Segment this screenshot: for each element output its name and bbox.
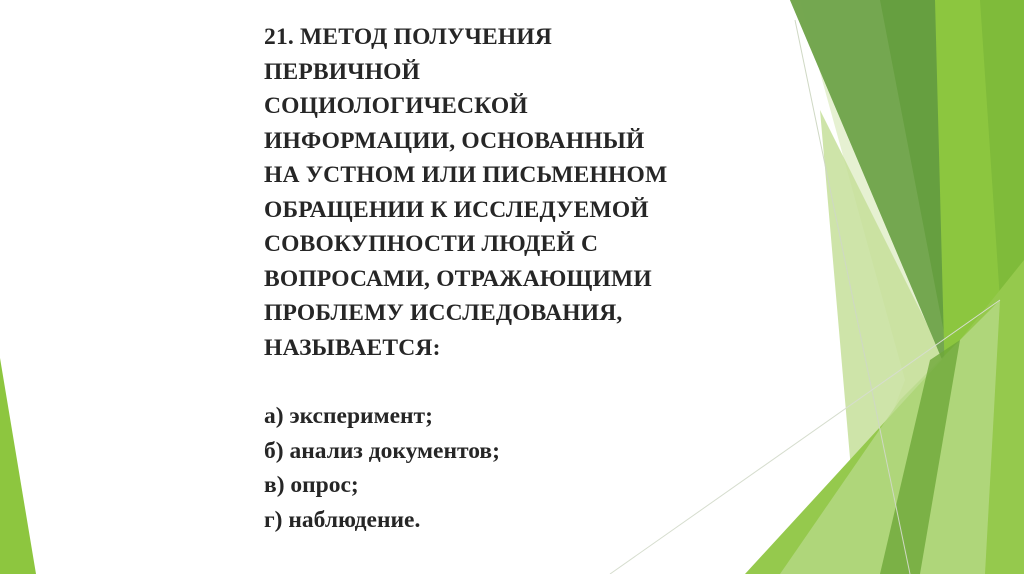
- answer-options: [264, 399, 784, 537]
- question-line: 21. МЕТОД ПОЛУЧЕНИЯ: [264, 24, 553, 50]
- question-line: ВОПРОСАМИ, ОТРАЖАЮЩИМИ: [264, 265, 652, 292]
- slide-content: [264, 20, 784, 537]
- answer-option-a: а) эксперимент;: [264, 403, 433, 429]
- question-line: НА УСТНОМ ИЛИ ПИСЬМЕННОМ: [264, 162, 668, 188]
- question-line: ОБРАЩЕНИИ К ИССЛЕДУЕМОЙ: [264, 196, 649, 223]
- question-line: НАЗЫВАЕТСЯ:: [264, 334, 441, 361]
- question-text: [264, 20, 784, 365]
- question-line: СОЦИОЛОГИЧЕСКОЙ: [264, 93, 528, 119]
- left-green-sliver: [0, 358, 36, 574]
- question-line: СОВОКУПНОСТИ ЛЮДЕЙ С: [264, 231, 599, 257]
- answer-option-b: б) анализ документов;: [264, 437, 500, 464]
- question-line: ПРОБЛЕМУ ИССЛЕДОВАНИЯ,: [264, 300, 623, 326]
- answer-option-c: в) опрос;: [264, 472, 359, 498]
- answer-option-d: г) наблюдение.: [264, 506, 421, 533]
- question-line: ИНФОРМАЦИИ, ОСНОВАННЫЙ: [264, 127, 645, 154]
- question-line: ПЕРВИЧНОЙ: [264, 58, 421, 85]
